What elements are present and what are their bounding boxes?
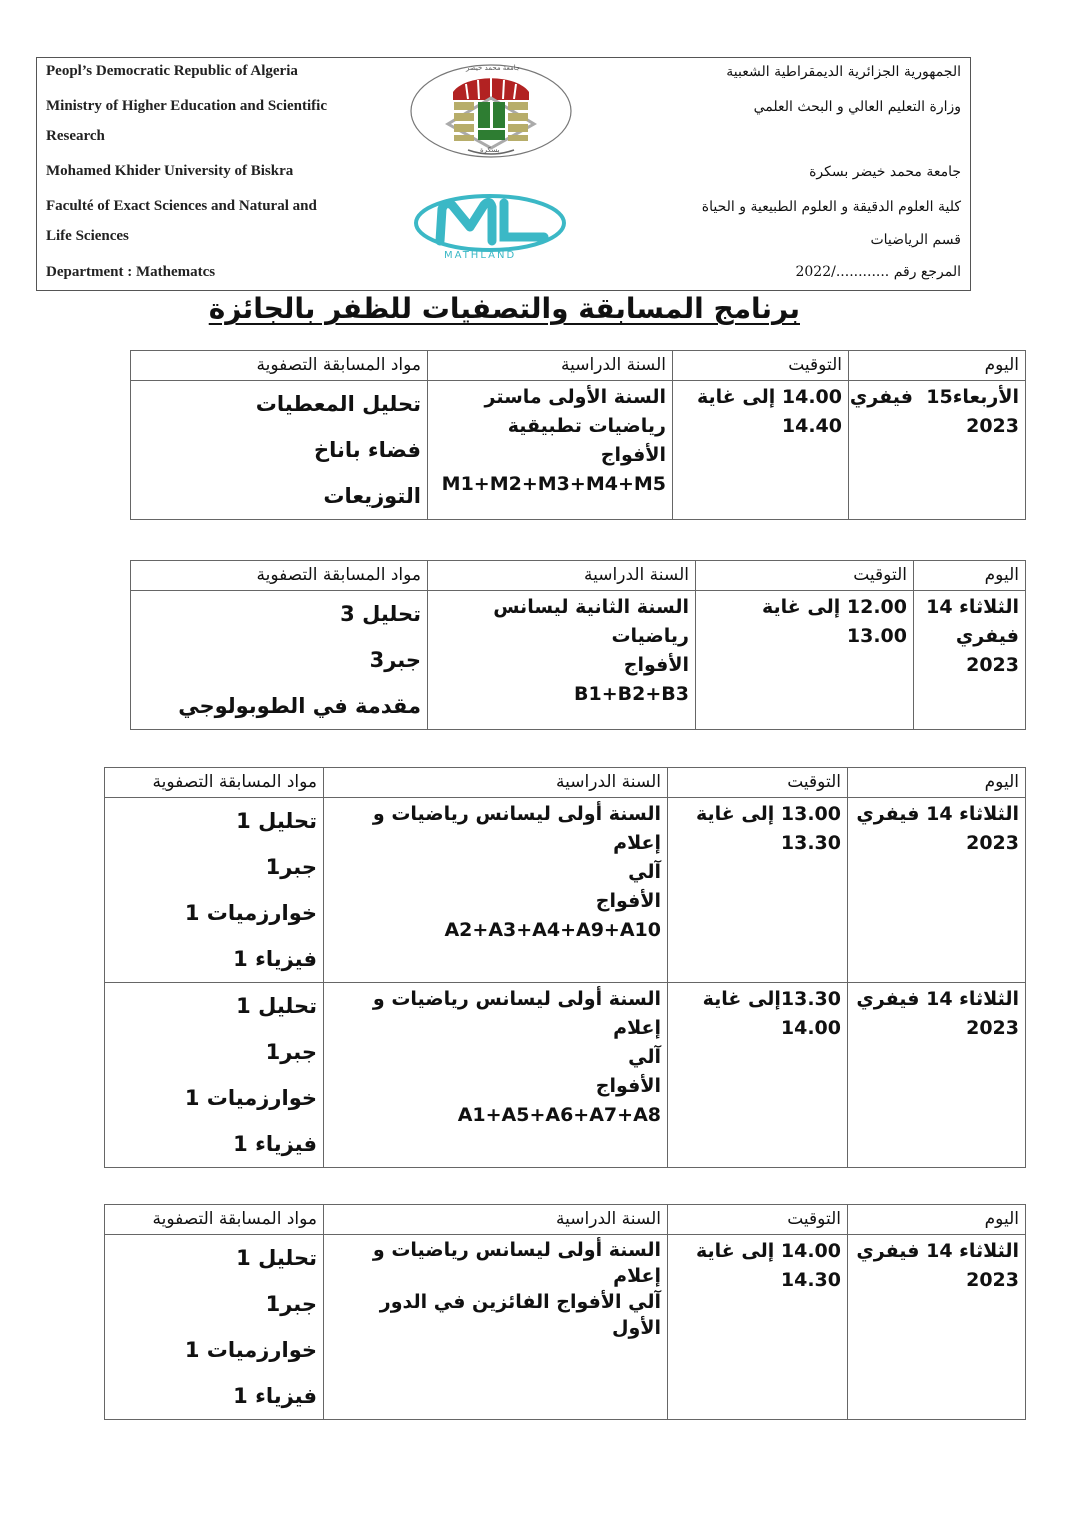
schedule-table-2 bbox=[130, 560, 1026, 730]
groups-label: الأفواج bbox=[623, 654, 689, 676]
ministry-name-ar: وزارة التعليم العالي و البحث العلمي bbox=[753, 99, 961, 115]
header-day: اليوم bbox=[848, 1205, 1026, 1235]
header-day: اليوم bbox=[914, 561, 1026, 591]
study-year-specialty: آلي bbox=[628, 1046, 661, 1068]
time-end: 14.00 bbox=[780, 1017, 841, 1039]
day-text: الثلاثاء 14 bbox=[926, 596, 1019, 618]
subject: خوارزميات 1 bbox=[184, 901, 317, 925]
groups-label: الأفواج bbox=[595, 1075, 661, 1097]
time-start: 13.30إلى غاية bbox=[702, 988, 841, 1010]
time-start: 13.00 إلى غاية bbox=[696, 803, 841, 825]
groups-label: الأفواج bbox=[595, 890, 661, 912]
header-subjects: مواد المسابقة التصفوية bbox=[131, 351, 428, 381]
mathland-logo-caption: MATHLAND bbox=[444, 250, 517, 261]
schedule-table-1 bbox=[130, 350, 1026, 520]
time-start: 14.00 إلى غاية bbox=[696, 1240, 841, 1262]
faculty-name-ar: كلية العلوم الدقيقة و العلوم الطبيعية و الحياة bbox=[701, 199, 961, 215]
subject: تحليل 1 bbox=[236, 809, 317, 833]
groups-qualified: آلي الأفواج الفائزين في الدور الأول bbox=[379, 1291, 661, 1339]
time-end: 13.30 bbox=[780, 832, 841, 854]
study-year-cell bbox=[428, 381, 673, 520]
country-name-ar: الجمهورية الجزائرية الديمقراطية الشعبية bbox=[726, 64, 961, 80]
subject: تحليل 1 bbox=[236, 994, 317, 1018]
header-subjects: مواد المسابقة التصفوية bbox=[131, 561, 428, 591]
study-year-level: السنة أولى ليسانس رياضيات و إعلام bbox=[372, 1239, 661, 1287]
subjects-cell bbox=[131, 591, 428, 730]
groups-list: A2+A3+A4+A9+A10 bbox=[444, 919, 661, 941]
day-cell bbox=[848, 798, 1026, 983]
time-start: 14.00 إلى غاية bbox=[697, 386, 842, 408]
department-name-ar: قسم الرياضيات bbox=[870, 232, 961, 248]
mathland-logo bbox=[412, 193, 568, 265]
university-name-ar: جامعة محمد خيضر بسكرة bbox=[809, 164, 961, 180]
reference-number: المرجع رقم ............/2022 bbox=[795, 264, 961, 280]
year-text: 2023 bbox=[966, 415, 1019, 437]
subject: تحليل المعطيات bbox=[255, 392, 421, 416]
month-text: فيفري bbox=[955, 625, 1019, 647]
study-year-cell bbox=[428, 591, 696, 730]
subject: فيزياء 1 bbox=[233, 1384, 317, 1408]
study-year-level: السنة الثانية ليسانس bbox=[493, 596, 689, 618]
header-day: اليوم bbox=[849, 351, 1026, 381]
day-text: الثلاثاء 14 فيفري bbox=[856, 1240, 1019, 1262]
time-cell bbox=[668, 983, 848, 1168]
header-subjects: مواد المسابقة التصفوية bbox=[105, 768, 324, 798]
subject: جبر1 bbox=[265, 855, 317, 879]
page-title: برنامج المسابقة والتصفيات للظفر بالجائزة bbox=[208, 292, 800, 325]
time-end: 14.30 bbox=[780, 1269, 841, 1291]
table-row bbox=[131, 381, 1026, 520]
subject: خوارزميات 1 bbox=[184, 1338, 317, 1362]
table-row bbox=[105, 983, 1026, 1168]
header-time: التوقيت bbox=[668, 1205, 848, 1235]
subjects-cell bbox=[105, 1235, 324, 1420]
header-year: السنة الدراسية bbox=[324, 1205, 668, 1235]
study-year-specialty: رياضيات bbox=[611, 625, 689, 647]
faculty-name-en: Faculté of Exact Sciences and Natural and bbox=[46, 198, 317, 214]
header-subjects: مواد المسابقة التصفوية bbox=[105, 1205, 324, 1235]
header-time: التوقيت bbox=[696, 561, 914, 591]
year-text: 2023 bbox=[966, 654, 1019, 676]
subject: فضاء باناخ bbox=[313, 438, 421, 462]
subject: فيزياء 1 bbox=[233, 1132, 317, 1156]
groups-list: A1+A5+A6+A7+A8 bbox=[457, 1104, 661, 1126]
year-text: 2023 bbox=[966, 832, 1019, 854]
study-year-level: السنة أولى ليسانس رياضيات و إعلام bbox=[372, 988, 661, 1039]
day-cell bbox=[914, 591, 1026, 730]
subject: جبر1 bbox=[265, 1292, 317, 1316]
time-end: 13.00 bbox=[846, 625, 907, 647]
groups-list: M1+M2+M3+M4+M5 bbox=[441, 473, 666, 495]
year-text: 2023 bbox=[966, 1269, 1019, 1291]
time-cell bbox=[668, 1235, 848, 1420]
study-year-cell bbox=[324, 1235, 668, 1420]
table-header-row bbox=[105, 768, 1026, 798]
study-year-cell bbox=[324, 798, 668, 983]
table-row bbox=[105, 798, 1026, 983]
year-text: 2023 bbox=[966, 1017, 1019, 1039]
subject: فيزياء 1 bbox=[233, 947, 317, 971]
time-start: 12.00 إلى غاية bbox=[762, 596, 907, 618]
header-time: التوقيت bbox=[673, 351, 849, 381]
university-logo-city: بسكرة bbox=[480, 146, 500, 154]
study-year-level: السنة الأولى ماستر bbox=[484, 386, 666, 408]
groups-label: الأفواج bbox=[600, 444, 666, 466]
day-cell bbox=[848, 983, 1026, 1168]
study-year-level: السنة أولى ليسانس رياضيات و إعلام bbox=[372, 803, 661, 854]
header-time: التوقيت bbox=[668, 768, 848, 798]
study-year-specialty: رياضيات تطبيقية bbox=[507, 415, 666, 437]
table-header-row bbox=[131, 561, 1026, 591]
subject: خوارزميات 1 bbox=[184, 1086, 317, 1110]
subject: جبر3 bbox=[369, 648, 421, 672]
study-year-specialty: آلي bbox=[628, 861, 661, 883]
university-logo bbox=[408, 62, 574, 160]
header-year: السنة الدراسية bbox=[428, 561, 696, 591]
schedule-table-3 bbox=[104, 767, 1026, 1168]
study-year-cell bbox=[324, 983, 668, 1168]
header-year: السنة الدراسية bbox=[428, 351, 673, 381]
time-cell bbox=[668, 798, 848, 983]
faculty-name-en-cont: Life Sciences bbox=[46, 228, 129, 244]
schedule-table-4 bbox=[104, 1204, 1026, 1420]
subject: تحليل 1 bbox=[236, 1246, 317, 1270]
subject: التوزيعات bbox=[323, 484, 421, 508]
subject: تحليل 3 bbox=[340, 602, 421, 626]
day-cell bbox=[848, 1235, 1026, 1420]
day-cell bbox=[849, 381, 1026, 520]
header-day: اليوم bbox=[848, 768, 1026, 798]
subject: جبر1 bbox=[265, 1040, 317, 1064]
time-cell bbox=[696, 591, 914, 730]
day-text: الثلاثاء 14 فيفري bbox=[856, 988, 1019, 1010]
ministry-name-en: Ministry of Higher Education and Scientific bbox=[46, 98, 327, 114]
subjects-cell bbox=[105, 798, 324, 983]
ministry-name-en-cont: Research bbox=[46, 128, 105, 144]
groups-list: B1+B2+B3 bbox=[574, 683, 689, 705]
time-end: 14.40 bbox=[781, 415, 842, 437]
header-year: السنة الدراسية bbox=[324, 768, 668, 798]
university-name-en: Mohamed Khider University of Biskra bbox=[46, 163, 294, 179]
subject: مقدمة في الطوبولوجي bbox=[178, 694, 421, 718]
table-header-row bbox=[131, 351, 1026, 381]
department-name-en: Department : Mathematcs bbox=[46, 264, 216, 280]
subjects-cell bbox=[131, 381, 428, 520]
day-text: الثلاثاء 14 فيفري bbox=[856, 803, 1019, 825]
subjects-cell bbox=[105, 983, 324, 1168]
table-header-row bbox=[105, 1205, 1026, 1235]
country-name-en: Peopl’s Democratic Republic of Algeria bbox=[46, 63, 298, 79]
table-row bbox=[105, 1235, 1026, 1420]
day-text: الأربعاء15 فيفري bbox=[849, 386, 1019, 408]
university-logo-text: جامعة محمد خيضر bbox=[466, 64, 521, 72]
table-row bbox=[131, 591, 1026, 730]
time-cell bbox=[673, 381, 849, 520]
